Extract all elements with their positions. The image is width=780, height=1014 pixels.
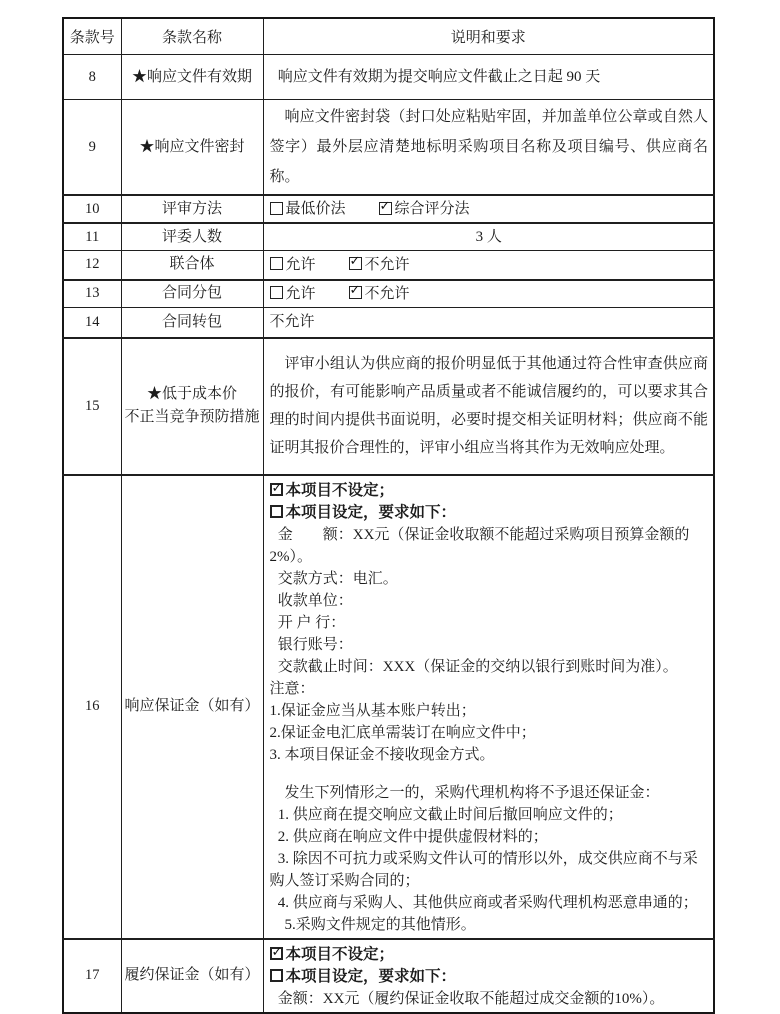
description-text-line: 2.保证金电汇底单需装订在响应文件中； xyxy=(269,724,536,741)
checkbox-option-label: 综合评分法 xyxy=(394,201,470,217)
column-header: 说明和要求 xyxy=(263,18,714,55)
clause-name-line: 合同转包 xyxy=(161,313,222,330)
description-text-line: 评审小组认为供应商的报价明显低于其他通过符合性审查供应商的报价，有可能影响产品质量或者不能诚信履约的，可以要求其合理的时间内提供书面说明，必要时提交相关证明材料；供应商不能证明其报价合理性的，评审小组应当将其作为无效响应处理。 xyxy=(269,356,708,456)
checkbox-option xyxy=(270,257,316,273)
clause-name-cell xyxy=(121,251,263,280)
checkbox-option-label: 本项目设定，要求如下： xyxy=(285,503,457,521)
checkbox-option xyxy=(379,201,470,217)
clause-number-cell: 16 xyxy=(63,475,121,939)
checkbox-option-label: 本项目不设定； xyxy=(285,945,395,963)
description-text-line: 3 人 xyxy=(475,229,502,245)
description-text-line: 开 户 行： xyxy=(277,614,346,631)
clause-name-cell xyxy=(121,223,263,251)
description-text-line: 5.采购文件规定的其他情形。 xyxy=(284,916,476,933)
column-header: 条款号 xyxy=(63,18,121,55)
checkbox-option-label: 允许 xyxy=(285,285,316,302)
table-header xyxy=(63,18,714,55)
table-row xyxy=(63,195,714,223)
checkbox-option-line xyxy=(270,966,709,988)
clause-number-cell: 11 xyxy=(63,223,121,251)
clause-name-cell xyxy=(121,195,263,223)
table-row xyxy=(63,475,714,939)
checkbox-option-label: 最低价法 xyxy=(285,201,346,217)
checkbox-unchecked-icon xyxy=(270,969,283,982)
clause-name-cell xyxy=(121,280,263,308)
clause-description-cell xyxy=(263,100,714,196)
description-text-line: 响应文件有效期为提交响应文件截止之日起 90 天 xyxy=(277,69,601,85)
description-text-line: 金 额：XX元（保证金收取额不能超过采购项目预算金额的2%）。 xyxy=(269,526,690,565)
table-row xyxy=(63,223,714,251)
checkbox-option-label: 不允许 xyxy=(364,285,410,302)
table-row xyxy=(63,55,714,100)
checkbox-checked-icon xyxy=(270,947,283,960)
description-text-line: 交款截止时间：XXX（保证金的交纳以银行到账时间为准）。 xyxy=(277,658,678,675)
checkbox-option-label: 允许 xyxy=(285,256,316,273)
clause-name-cell xyxy=(121,475,263,939)
checkbox-unchecked-icon xyxy=(270,286,283,299)
clause-description-cell xyxy=(263,338,714,475)
clause-name-cell xyxy=(121,338,263,475)
table-row xyxy=(63,939,714,1013)
table-row xyxy=(63,100,714,196)
checkbox-option-line xyxy=(270,283,709,305)
clause-name-cell xyxy=(121,100,263,196)
clause-name-line: 评委人数 xyxy=(161,228,222,245)
clause-name-line: 评审方法 xyxy=(161,200,222,217)
checkbox-unchecked-icon xyxy=(270,202,283,215)
table-row xyxy=(63,280,714,308)
clause-name-line: ★响应文件密封 xyxy=(139,138,245,155)
clause-number-cell: 15 xyxy=(63,338,121,475)
table-row xyxy=(63,308,714,338)
clause-name-line: 合同分包 xyxy=(161,285,222,302)
clause-description-cell xyxy=(263,475,714,939)
table-row xyxy=(63,338,714,475)
clause-number-cell: 14 xyxy=(63,308,121,338)
clause-name-line: 不正当竞争预防措施 xyxy=(124,409,260,425)
clause-name-cell xyxy=(121,308,263,338)
clause-number-cell: 13 xyxy=(63,280,121,308)
checkbox-checked-icon xyxy=(270,483,283,496)
description-text-line: 不允许 xyxy=(269,314,315,331)
description-text-line: 交款方式：电汇。 xyxy=(277,570,398,587)
description-text-line: 发生下列情形之一的，采购代理机构将不予退还保证金： xyxy=(284,784,660,801)
clause-number-cell: 17 xyxy=(63,939,121,1013)
description-text-line: 银行账号： xyxy=(277,636,353,653)
checkbox-option-line xyxy=(270,502,709,524)
description-text-line: 1. 供应商在提交响应文截止时间后撤回响应文件的； xyxy=(277,806,623,823)
clause-description-cell xyxy=(263,195,714,223)
checkbox-option xyxy=(270,201,346,217)
checkbox-option-label: 不允许 xyxy=(364,256,410,273)
description-text-line: 响应文件密封袋（封口处应粘贴牢固，并加盖单位公章或自然人签字）最外层应清楚地标明采购项目名称及项目编号、供应商名称。 xyxy=(269,109,708,185)
clause-description-cell xyxy=(263,223,714,251)
checkbox-option-label: 本项目不设定； xyxy=(285,481,395,499)
checkbox-option-line xyxy=(270,944,709,966)
checkbox-option xyxy=(270,968,457,985)
checkbox-checked-icon xyxy=(349,286,362,299)
checkbox-checked-icon xyxy=(379,202,392,215)
clause-description-cell xyxy=(263,280,714,308)
description-text-line: 1.保证金应当从基本账户转出； xyxy=(269,702,476,719)
checkbox-option xyxy=(270,286,316,302)
checkbox-checked-icon xyxy=(349,257,362,270)
checkbox-option-line xyxy=(270,480,709,502)
description-text-line: 3. 本项目保证金不接收现金方式。 xyxy=(269,746,495,763)
clause-name-line: 响应保证金（如有） xyxy=(124,698,260,714)
description-text-line: 2. 供应商在响应文件中提供虚假材料的； xyxy=(277,828,548,845)
description-text-line: 3. 除因不可抗力或采购文件认可的情形以外，成交供应商不与采购人签订采购合同的； xyxy=(269,850,698,889)
checkbox-option xyxy=(270,482,395,499)
header-row xyxy=(63,18,714,55)
clause-name-line: 履约保证金（如有） xyxy=(124,967,260,983)
clause-description-cell xyxy=(263,55,714,100)
description-text-line: 4. 供应商与采购人、其他供应商或者采购代理机构恶意串通的； xyxy=(277,894,698,911)
checkbox-option-label: 本项目设定，要求如下： xyxy=(285,967,457,985)
checkbox-option xyxy=(270,504,457,521)
clause-number-cell: 12 xyxy=(63,251,121,280)
description-text-line: 注意： xyxy=(269,680,315,697)
clause-name-cell xyxy=(121,939,263,1013)
clause-name-cell xyxy=(121,55,263,100)
clause-number-cell: 8 xyxy=(63,55,121,100)
clause-name-line: ★响应文件有效期 xyxy=(131,68,252,85)
clauses-table xyxy=(62,17,715,1014)
clause-name-line: ★低于成本价 xyxy=(146,386,237,402)
description-text-line: 金额：XX元（履约保证金收取不能超过成交金额的10%）。 xyxy=(277,990,665,1007)
clause-description-cell xyxy=(263,251,714,280)
checkbox-unchecked-icon xyxy=(270,257,283,270)
clause-number-cell: 10 xyxy=(63,195,121,223)
checkbox-option-line xyxy=(270,198,709,220)
clause-number-cell: 9 xyxy=(63,100,121,196)
column-header: 条款名称 xyxy=(121,18,263,55)
checkbox-option xyxy=(349,286,410,302)
clause-description-cell xyxy=(263,308,714,338)
description-text-line: 收款单位： xyxy=(277,592,353,609)
table-row xyxy=(63,251,714,280)
clause-description-cell xyxy=(263,939,714,1013)
clause-name-line: 联合体 xyxy=(169,256,215,273)
checkbox-option xyxy=(270,946,395,963)
checkbox-unchecked-icon xyxy=(270,505,283,518)
checkbox-option xyxy=(349,257,410,273)
checkbox-option-line xyxy=(270,254,709,276)
table-body xyxy=(63,55,714,1013)
